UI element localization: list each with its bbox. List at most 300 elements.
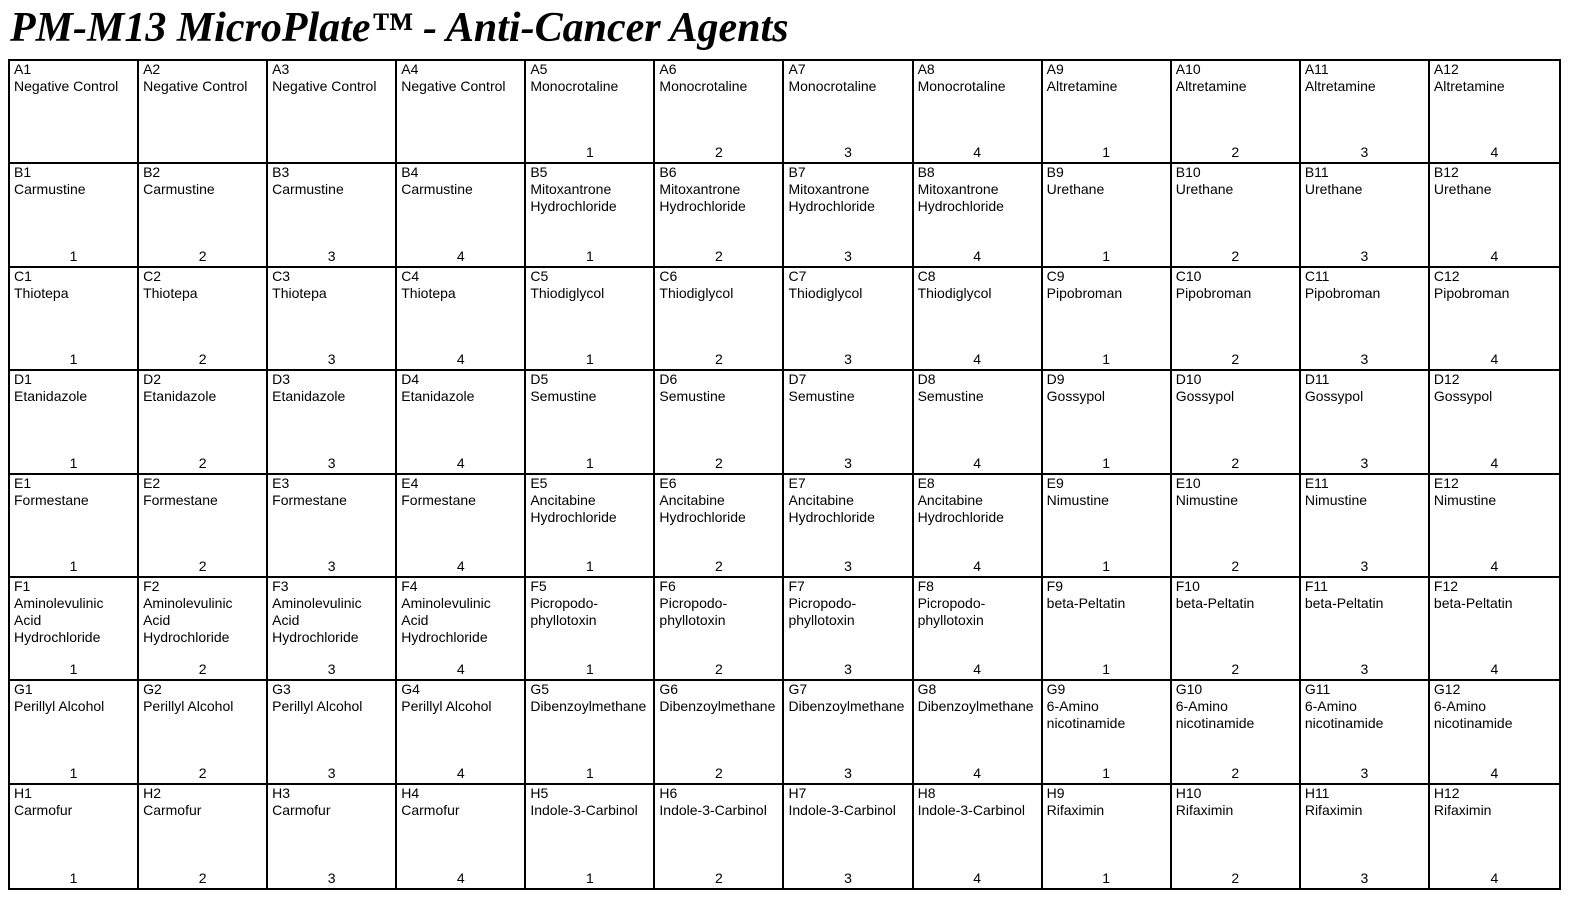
well-id: G1 (14, 681, 33, 698)
compound-name: Thiodiglycol (917, 284, 992, 301)
well-id: C7 (788, 267, 807, 284)
compound-name: Negative Control (14, 78, 119, 94)
well-cell (1043, 371, 1172, 474)
well-cell (1043, 164, 1172, 267)
compound-name: Nimustine (1304, 491, 1368, 508)
concentration-level: 4 (456, 454, 465, 471)
well-cell (914, 268, 1043, 371)
well-id: C9 (1046, 267, 1065, 284)
well-cell (784, 61, 913, 164)
well-cell (1301, 475, 1430, 578)
well-cell (1172, 268, 1301, 371)
well-cell (10, 268, 139, 371)
concentration-level: 1 (1102, 764, 1111, 781)
well-id: H7 (788, 784, 807, 801)
compound-name: Indole-3-Carbinol (530, 801, 638, 818)
well-id: G11 (1304, 681, 1331, 698)
concentration-level: 4 (456, 661, 465, 678)
well-cell (526, 164, 655, 267)
concentration-level: 2 (715, 661, 723, 678)
compound-name: Carmustine (272, 181, 344, 198)
compound-name: Thiotepa (401, 284, 456, 301)
concentration-level: 2 (1231, 661, 1240, 678)
compound-name: Pipobroman (1433, 284, 1510, 301)
well-cell (268, 268, 397, 371)
concentration-level: 4 (1490, 454, 1499, 471)
concentration-level: 3 (1360, 454, 1369, 471)
well-cell (1301, 164, 1430, 267)
compound-name: Rifaximin (1175, 801, 1234, 818)
compound-name: Urethane (1433, 181, 1492, 198)
compound-name: Negative Control (401, 78, 506, 94)
concentration-level: 3 (1360, 557, 1369, 574)
compound-name: Thiodiglycol (530, 284, 605, 301)
compound-name: Etanidazole (272, 388, 346, 405)
compound-name: Picropodo- phyllotoxin (917, 594, 986, 628)
concentration-level: 2 (198, 764, 207, 781)
well-id: G2 (143, 681, 162, 698)
compound-name: Formestane (14, 491, 89, 508)
well-id: C11 (1304, 267, 1330, 284)
compound-name: Dibenzoylmethane (530, 698, 647, 715)
well-cell (784, 371, 913, 474)
compound-name: Formestane (272, 491, 347, 508)
well-cell (10, 578, 139, 681)
well-id: D9 (1046, 371, 1065, 388)
well-cell (268, 578, 397, 681)
well-id: E12 (1433, 474, 1459, 491)
well-id: F8 (917, 577, 934, 594)
concentration-level: 2 (1231, 557, 1240, 574)
concentration-level: 1 (585, 247, 594, 264)
compound-name: Perillyl Alcohol (14, 698, 105, 715)
well-cell (914, 681, 1043, 784)
well-cell (1172, 61, 1301, 164)
concentration-level: 1 (585, 764, 594, 781)
well-id: H11 (1304, 784, 1330, 801)
concentration-level: 1 (69, 557, 78, 574)
compound-name: Aminolevulinic Acid Hydrochloride (272, 594, 362, 645)
compound-name: Indole-3-Carbinol (659, 801, 767, 818)
compound-name: Picropodo- phyllotoxin (788, 594, 857, 628)
well-cell (914, 371, 1043, 474)
concentration-level: 1 (585, 351, 594, 368)
concentration-level: 4 (1490, 247, 1499, 264)
well-id: D4 (401, 371, 420, 388)
concentration-level: 2 (198, 557, 207, 574)
concentration-level: 1 (585, 661, 594, 678)
well-id: B2 (143, 164, 161, 181)
compound-name: beta-Peltatin (1304, 594, 1384, 611)
concentration-level: 1 (585, 870, 594, 886)
concentration-level: 2 (1231, 247, 1240, 264)
concentration-level: 3 (327, 351, 336, 368)
concentration-level: 2 (198, 351, 207, 368)
concentration-level: 2 (715, 557, 723, 574)
compound-name: Ancitabine Hydrochloride (659, 491, 746, 525)
concentration-level: 4 (973, 454, 982, 471)
well-id: H6 (659, 784, 678, 801)
well-cell (397, 371, 526, 474)
concentration-level: 3 (327, 454, 336, 471)
well-cell (139, 371, 268, 474)
compound-name: Carmustine (14, 181, 86, 198)
well-cell (139, 475, 268, 578)
well-cell (10, 681, 139, 784)
compound-name: 6-Amino nicotinamide (1304, 698, 1384, 732)
well-id: F12 (1433, 577, 1459, 594)
well-cell (1043, 785, 1172, 888)
concentration-level: 4 (973, 557, 982, 574)
concentration-level: 4 (456, 351, 465, 368)
concentration-level: 3 (327, 870, 336, 886)
well-id: D7 (788, 371, 807, 388)
well-cell (10, 475, 139, 578)
well-cell (784, 268, 913, 371)
compound-name: Gossypol (1433, 388, 1493, 405)
compound-name: Altretamine (1175, 78, 1247, 94)
compound-name: Indole-3-Carbinol (788, 801, 896, 818)
microplate-grid (8, 59, 1561, 890)
well-id: C5 (530, 267, 549, 284)
well-cell (1043, 475, 1172, 578)
concentration-level: 1 (1102, 661, 1111, 678)
well-id: A4 (401, 61, 419, 77)
compound-name: Monocrotaline (917, 78, 1006, 94)
well-cell (268, 475, 397, 578)
well-cell (784, 681, 913, 784)
compound-name: Urethane (1046, 181, 1105, 198)
well-id: A7 (788, 61, 806, 77)
well-cell (655, 578, 784, 681)
compound-name: 6-Amino nicotinamide (1175, 698, 1255, 732)
well-id: H3 (272, 784, 291, 801)
concentration-level: 1 (69, 351, 78, 368)
well-id: F10 (1175, 577, 1200, 594)
compound-name: Picropodo- phyllotoxin (530, 594, 599, 628)
compound-name: Dibenzoylmethane (659, 698, 776, 715)
well-cell (1301, 61, 1430, 164)
concentration-level: 4 (973, 247, 982, 264)
well-id: C12 (1433, 267, 1460, 284)
concentration-level: 3 (327, 661, 336, 678)
concentration-level: 2 (1231, 764, 1240, 781)
well-id: D12 (1433, 371, 1460, 388)
compound-name: Picropodo- phyllotoxin (659, 594, 728, 628)
concentration-level: 1 (585, 144, 594, 161)
well-id: C8 (917, 267, 936, 284)
well-id: C1 (14, 267, 32, 284)
compound-name: Mitoxantrone Hydrochloride (788, 181, 875, 215)
compound-name: Dibenzoylmethane (917, 698, 1034, 715)
well-cell (397, 268, 526, 371)
compound-name: Formestane (401, 491, 476, 508)
compound-name: Pipobroman (1304, 284, 1381, 301)
compound-name: Pipobroman (1046, 284, 1123, 301)
concentration-level: 2 (715, 454, 723, 471)
well-id: E5 (530, 474, 548, 491)
concentration-level: 3 (1360, 661, 1369, 678)
concentration-level: 2 (715, 764, 723, 781)
well-cell (1430, 164, 1559, 267)
well-cell (139, 681, 268, 784)
well-id: G5 (530, 681, 550, 698)
compound-name: Gossypol (1175, 388, 1235, 405)
concentration-level: 4 (973, 870, 982, 886)
compound-name: Negative Control (143, 78, 248, 94)
concentration-level: 4 (1490, 351, 1499, 368)
well-cell (526, 268, 655, 371)
well-id: B10 (1175, 164, 1201, 181)
well-cell (1301, 268, 1430, 371)
well-id: D6 (659, 371, 678, 388)
well-cell (655, 475, 784, 578)
well-cell (397, 785, 526, 888)
well-id: D10 (1175, 371, 1202, 388)
well-cell (914, 578, 1043, 681)
concentration-level: 4 (1490, 870, 1499, 886)
concentration-level: 1 (69, 764, 78, 781)
compound-name: Nimustine (1046, 491, 1109, 508)
compound-name: beta-Peltatin (1433, 594, 1513, 611)
concentration-level: 1 (69, 247, 78, 264)
well-id: H2 (143, 784, 161, 801)
well-cell (1172, 681, 1301, 784)
compound-name: Carmofur (272, 801, 331, 818)
well-id: G10 (1175, 681, 1203, 698)
compound-name: Altretamine (1046, 78, 1118, 94)
compound-name: Altretamine (1433, 78, 1505, 94)
concentration-level: 2 (1231, 454, 1240, 471)
concentration-level: 1 (1102, 557, 1111, 574)
concentration-level: 2 (198, 661, 207, 678)
compound-name: Rifaximin (1304, 801, 1363, 818)
concentration-level: 3 (844, 661, 852, 678)
well-cell (526, 371, 655, 474)
well-id: F9 (1046, 577, 1063, 594)
well-cell (10, 371, 139, 474)
concentration-level: 4 (1490, 144, 1499, 161)
compound-name: Pipobroman (1175, 284, 1252, 301)
well-cell (397, 681, 526, 784)
well-id: G8 (917, 681, 937, 698)
concentration-level: 3 (327, 557, 336, 574)
concentration-level: 2 (198, 454, 207, 471)
well-cell (1172, 785, 1301, 888)
well-id: E8 (917, 474, 935, 491)
concentration-level: 3 (844, 870, 852, 886)
well-id: F4 (401, 577, 418, 594)
compound-name: Carmofur (401, 801, 460, 818)
well-cell (1430, 475, 1559, 578)
concentration-level: 1 (1102, 870, 1111, 886)
well-cell (914, 475, 1043, 578)
well-cell (139, 785, 268, 888)
well-id: C3 (272, 267, 291, 284)
compound-name: Altretamine (1304, 78, 1376, 94)
compound-name: Etanidazole (143, 388, 217, 405)
concentration-level: 4 (973, 351, 982, 368)
well-cell (10, 785, 139, 888)
well-id: A2 (143, 61, 161, 77)
compound-name: Semustine (659, 388, 726, 405)
concentration-level: 3 (844, 557, 852, 574)
well-id: B8 (917, 164, 935, 181)
well-cell (784, 164, 913, 267)
concentration-level: 3 (1360, 144, 1369, 161)
well-cell (139, 164, 268, 267)
well-id: F7 (788, 577, 805, 594)
well-cell (1043, 578, 1172, 681)
well-id: D3 (272, 371, 291, 388)
well-id: G7 (788, 681, 808, 698)
concentration-level: 4 (1490, 764, 1499, 781)
well-id: D8 (917, 371, 936, 388)
well-cell (655, 785, 784, 888)
well-cell (397, 164, 526, 267)
concentration-level: 2 (715, 351, 723, 368)
compound-name: Nimustine (1433, 491, 1497, 508)
compound-name: 6-Amino nicotinamide (1046, 698, 1126, 732)
well-id: D2 (143, 371, 161, 388)
well-cell (1043, 268, 1172, 371)
well-id: B1 (14, 164, 32, 181)
compound-name: Formestane (143, 491, 218, 508)
concentration-level: 3 (1360, 247, 1369, 264)
well-id: F2 (143, 577, 160, 594)
compound-name: Carmustine (401, 181, 473, 198)
well-id: C2 (143, 267, 161, 284)
well-cell (914, 164, 1043, 267)
compound-name: Thiodiglycol (788, 284, 863, 301)
well-id: D1 (14, 371, 32, 388)
well-cell (139, 61, 268, 164)
compound-name: Semustine (788, 388, 855, 405)
well-cell (526, 475, 655, 578)
concentration-level: 4 (973, 764, 982, 781)
well-cell (1301, 785, 1430, 888)
concentration-level: 1 (1102, 247, 1111, 264)
concentration-level: 2 (715, 870, 723, 886)
well-id: C6 (659, 267, 678, 284)
well-cell (139, 268, 268, 371)
well-id: E3 (272, 474, 290, 491)
compound-name: Thiotepa (143, 284, 198, 301)
well-id: G9 (1046, 681, 1066, 698)
well-id: E11 (1304, 474, 1329, 491)
well-cell (397, 578, 526, 681)
concentration-level: 1 (69, 454, 78, 471)
well-id: B6 (659, 164, 677, 181)
compound-name: Ancitabine Hydrochloride (530, 491, 617, 525)
compound-name: Aminolevulinic Acid Hydrochloride (14, 594, 104, 645)
compound-name: Thiotepa (272, 284, 327, 301)
well-cell (784, 475, 913, 578)
concentration-level: 3 (844, 144, 852, 161)
well-cell (1430, 61, 1559, 164)
compound-name: Etanidazole (14, 388, 88, 405)
compound-name: Mitoxantrone Hydrochloride (917, 181, 1004, 215)
well-id: H8 (917, 784, 936, 801)
compound-name: 6-Amino nicotinamide (1433, 698, 1513, 732)
well-id: C4 (401, 267, 420, 284)
well-cell (1430, 681, 1559, 784)
well-id: H9 (1046, 784, 1065, 801)
well-cell (139, 578, 268, 681)
concentration-level: 2 (198, 247, 207, 264)
well-id: D5 (530, 371, 549, 388)
well-id: E6 (659, 474, 677, 491)
well-cell (655, 268, 784, 371)
well-id: G6 (659, 681, 679, 698)
compound-name: Etanidazole (401, 388, 475, 405)
compound-name: Carmofur (143, 801, 202, 818)
compound-name: Monocrotaline (659, 78, 748, 94)
well-id: A1 (14, 61, 32, 77)
well-cell (526, 785, 655, 888)
well-id: A12 (1433, 61, 1459, 77)
well-id: D11 (1304, 371, 1330, 388)
well-id: H1 (14, 784, 32, 801)
well-id: E1 (14, 474, 32, 491)
compound-name: Carmofur (14, 801, 73, 818)
compound-name: Ancitabine Hydrochloride (917, 491, 1004, 525)
compound-name: beta-Peltatin (1046, 594, 1126, 611)
concentration-level: 2 (1231, 351, 1240, 368)
concentration-level: 1 (1102, 351, 1111, 368)
concentration-level: 2 (1231, 870, 1240, 886)
compound-name: Gossypol (1304, 388, 1364, 405)
concentration-level: 4 (456, 764, 465, 781)
well-id: G3 (272, 681, 291, 698)
concentration-level: 4 (456, 557, 465, 574)
concentration-level: 3 (327, 764, 336, 781)
well-cell (1430, 268, 1559, 371)
well-cell (1301, 681, 1430, 784)
concentration-level: 1 (69, 870, 78, 886)
compound-name: Semustine (530, 388, 597, 405)
concentration-level: 2 (1231, 144, 1240, 161)
well-id: G12 (1433, 681, 1461, 698)
well-id: H10 (1175, 784, 1202, 801)
well-id: H12 (1433, 784, 1460, 801)
well-id: B5 (530, 164, 548, 181)
compound-name: Perillyl Alcohol (272, 698, 363, 715)
page-title: PM-M13 MicroPlate™ - Anti-Cancer Agents (10, 5, 789, 51)
concentration-level: 1 (585, 557, 594, 574)
well-id: H5 (530, 784, 549, 801)
compound-name: Dibenzoylmethane (788, 698, 905, 715)
well-cell (914, 785, 1043, 888)
well-cell (1430, 785, 1559, 888)
concentration-level: 4 (456, 247, 465, 264)
well-id: C10 (1175, 267, 1202, 284)
well-cell (1301, 371, 1430, 474)
well-id: F11 (1304, 577, 1328, 594)
compound-name: beta-Peltatin (1175, 594, 1255, 611)
well-id: H4 (401, 784, 420, 801)
concentration-level: 3 (844, 351, 852, 368)
well-cell (784, 578, 913, 681)
well-id: F5 (530, 577, 547, 594)
well-cell (526, 578, 655, 681)
well-id: E7 (788, 474, 806, 491)
well-id: F3 (272, 577, 289, 594)
concentration-level: 3 (1360, 870, 1369, 886)
well-id: B9 (1046, 164, 1064, 181)
well-cell (1172, 164, 1301, 267)
well-id: B7 (788, 164, 806, 181)
